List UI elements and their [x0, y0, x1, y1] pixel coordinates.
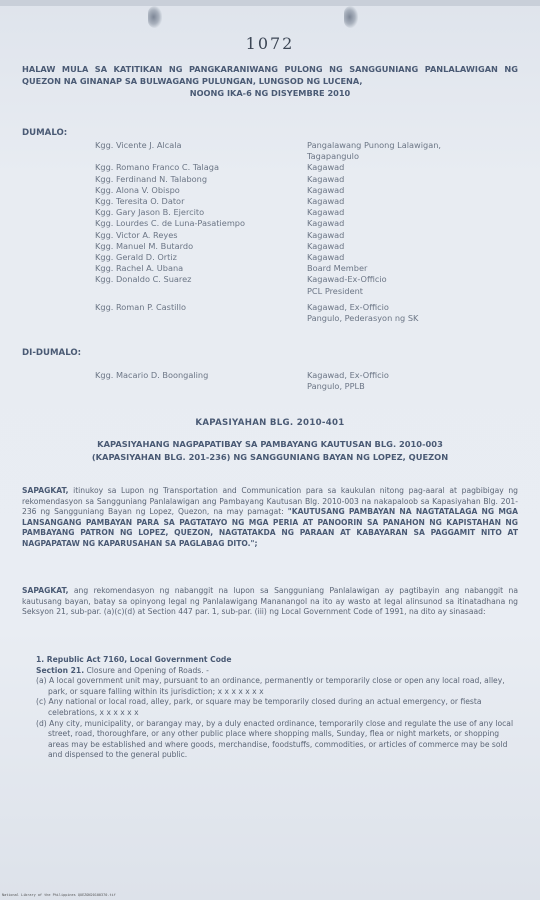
member-name: Kgg. Manuel M. Butardo	[95, 240, 194, 251]
minutes-title-line2: NOONG IKA-6 NG DISYEMBRE 2010	[189, 88, 351, 98]
member-name: Kgg. Victor A. Reyes	[95, 229, 178, 240]
member-role: Board Member	[307, 263, 368, 274]
member-name: Kgg. Roman P. Castillo	[95, 301, 186, 312]
member-name: Kgg. Gary Jason B. Ejercito	[95, 207, 205, 218]
section-title: Closure and Opening of Roads. -	[84, 665, 209, 675]
member-role: Kagawad, Ex-Officio	[307, 301, 389, 312]
scan-footer: National Library of the Philippines QUEZON20100370.tif	[2, 893, 116, 897]
member-role: PCL President	[307, 285, 364, 296]
page-number: 1072	[245, 34, 295, 53]
minutes-title-line1: HALAW MULA SA KATITIKAN NG PANGKARANIWANG PULONG NG SANGGUNIANG PANLALAWIGAN NG QUEZON NA GINANAP SA BULWAGANG PULUNGAN, LUNGSOD NG LUCENA,	[22, 64, 518, 86]
law-excerpt	[36, 655, 516, 761]
member-name: Kgg. Macario D. Boongaling	[95, 370, 209, 380]
member-role: Pangulo, Pederasyon ng SK	[307, 313, 419, 323]
section-label: Section 21.	[36, 665, 85, 675]
member-name: Kgg. Lourdes C. de Luna-Pasatiempo	[95, 218, 246, 229]
punch-hole	[148, 6, 162, 28]
whereas-text: itinukoy sa Lupon ng Transportation and Communication para sa kaukulan nitong pag-aaral at pagbibigay ng rekomendasyon sa Sangguniang Panlalawigan ang Pambayang Kautusan Blg. 2010-003 na nakapaloob sa Kapasiyahan Blg. 201-236 ng Sangguniang Bayan ng Lopez, Quezon, na may pamagat:	[22, 486, 518, 517]
resolution-subtitle	[40, 438, 500, 464]
member-role: Tagapangulo	[307, 151, 359, 162]
minutes-title	[22, 63, 518, 99]
member-name: Kgg. Vicente J. Alcala	[95, 140, 182, 150]
member-role: Kagawad	[307, 162, 345, 173]
member-name: Kgg. Donaldo C. Suarez	[95, 274, 192, 285]
resolution-subtitle-line2: (KAPASIYAHAN BLG. 201-236) NG SANGGUNIANG BAYAN NG LOPEZ, QUEZON	[91, 452, 449, 462]
scan-edge	[0, 0, 540, 6]
law-item: (c) Any national or local road, alley, park, or square may be temporarily closed during an actual emergency, or fiesta celebrations, x x x x x x	[36, 697, 482, 717]
member-name: Kgg. Gerald D. Ortiz	[95, 252, 177, 262]
member-name: Kgg. Rachel A. Ubana	[95, 263, 184, 274]
member-name: Kgg. Romano Franco C. Talaga	[95, 162, 219, 173]
section-heading	[36, 666, 516, 677]
whereas-lead: SAPAGKAT,	[22, 486, 69, 495]
member-role: Kagawad	[307, 240, 345, 251]
law-heading: 1. Republic Act 7160, Local Government Code	[36, 655, 232, 664]
member-role: Kagawad	[307, 207, 345, 218]
member-role: Kagawad, Ex-Officio	[307, 370, 389, 380]
punch-hole	[344, 6, 358, 28]
whereas-paragraph-2	[22, 586, 518, 618]
member-name: Kgg. Teresita O. Dator	[95, 196, 185, 206]
member-role: Kagawad	[307, 184, 345, 195]
whereas-lead: SAPAGKAT,	[22, 586, 69, 595]
member-role: Kagawad	[307, 173, 345, 184]
law-items	[36, 676, 516, 761]
law-item: (a) A local government unit may, pursuant to an ordinance, permanently or temporarily close or open any local road, alley, park, or square falling within its jurisdiction; x x x x x x x	[36, 676, 505, 696]
resolution-number: KAPASIYAHAN BLG. 2010-401	[195, 418, 345, 428]
member-name: Kgg. Ferdinand N. Talabong	[95, 173, 208, 184]
resolution-subtitle-line1: KAPASIYAHANG NAGPAPATIBAY SA PAMBAYANG KAUTUSAN BLG. 2010-003	[97, 439, 443, 449]
member-role: Kagawad	[307, 229, 345, 240]
absent-label: DI-DUMALO:	[22, 348, 82, 358]
whereas-text: ang rekomendasyon ng nabanggit na lupon sa Sangguniang Panlalawigan ay pagtibayin ang nabanggit na kautusang bayan, batay sa opinyong legal ng Panlalawigang Mananangol na ito ay wasto at legal alinsunod sa itinatadhana ng Seksyon 21, sub-par. (a)(c)(d) at Section 447 par. 1, sub-par. (iii) ng Local Government Code of 1991, na dito ay sinasaad:	[22, 586, 518, 617]
member-role: Pangulo, PPLB	[307, 381, 365, 392]
member-role: Kagawad-Ex-Officio	[307, 274, 387, 285]
member-role: Kagawad	[307, 252, 345, 262]
ordinance-title: "KAUTUSANG PAMBAYAN NA NAGTATALAGA NG MGA LANSANGANG PAMBAYAN PARA SA PAGTATAYO NG MGA PERIA AT PANOORIN SA PANAHON NG KAPISTAHAN NG PAMBAYANG PATRON NG LOPEZ, QUEZON, NAGTATAKDA NG PARAAN AT KABAYARAN SA PAGGAMIT NITO AT NAGPAPATAW NG KAPARUSAHAN SA PAGLABAG DITO.";	[22, 507, 518, 548]
member-name: Kgg. Alona V. Obispo	[95, 184, 180, 195]
law-item: (d) Any city, municipality, or barangay may, by a duly enacted ordinance, temporarily close and regulate the use of any local street, road, thoroughfare, or any other public place where shopping malls, Sunday, flea or night markets, or shopping areas may be established and where goods, merchandise, foodstuffs, commodities, or articles of commerce may be sold and dispensed to the general public.	[36, 718, 514, 760]
member-role: Pangalawang Punong Lalawigan,	[307, 140, 442, 150]
member-role: Kagawad	[307, 218, 345, 229]
whereas-paragraph-1	[22, 486, 518, 550]
present-label: DUMALO:	[22, 128, 68, 138]
member-role: Kagawad	[307, 196, 345, 206]
